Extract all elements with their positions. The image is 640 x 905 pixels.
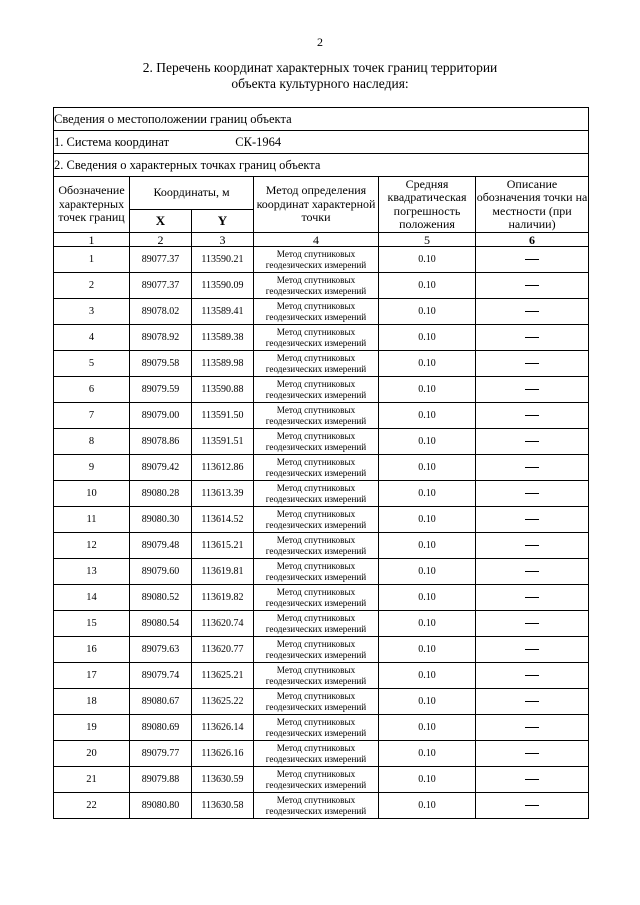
table-row — [54, 715, 589, 741]
point-error: 0.10 — [379, 637, 476, 663]
column-number: 3 — [192, 233, 254, 247]
point-y: 113590.21 — [192, 247, 254, 273]
point-description — [476, 533, 589, 559]
point-description — [476, 455, 589, 481]
table-row — [54, 351, 589, 377]
header-designation: Обозначение характерных точек границ — [54, 177, 130, 233]
point-y: 113625.21 — [192, 663, 254, 689]
table-row — [54, 767, 589, 793]
title-line-1: 2. Перечень координат характерных точек границ территории — [142, 60, 498, 75]
column-number: 6 — [476, 233, 589, 247]
point-number: 22 — [54, 793, 130, 819]
point-method: Метод спутниковых геодезических измерений — [254, 481, 379, 507]
point-error: 0.10 — [379, 377, 476, 403]
point-description — [476, 559, 589, 585]
point-y: 113620.77 — [192, 637, 254, 663]
column-number: 2 — [130, 233, 192, 247]
table-row — [54, 585, 589, 611]
header-method: Метод определения координат характерной точки — [254, 177, 379, 233]
point-number: 9 — [54, 455, 130, 481]
point-description — [476, 273, 589, 299]
table-row — [54, 273, 589, 299]
dash-mark — [525, 493, 539, 495]
column-number: 1 — [54, 233, 130, 247]
table-row — [54, 533, 589, 559]
table-row — [54, 455, 589, 481]
point-x: 89079.77 — [130, 741, 192, 767]
point-description — [476, 741, 589, 767]
point-method: Метод спутниковых геодезических измерений — [254, 637, 379, 663]
coord-system-row — [54, 131, 589, 154]
point-error: 0.10 — [379, 481, 476, 507]
dash-mark — [525, 441, 539, 443]
point-number: 12 — [54, 533, 130, 559]
document-title — [0, 60, 640, 92]
point-method: Метод спутниковых геодезических измерений — [254, 403, 379, 429]
table-row — [54, 559, 589, 585]
point-method: Метод спутниковых геодезических измерений — [254, 559, 379, 585]
point-x: 89080.54 — [130, 611, 192, 637]
dash-mark — [525, 363, 539, 365]
header-x: X — [130, 210, 192, 233]
point-x: 89078.02 — [130, 299, 192, 325]
point-description — [476, 637, 589, 663]
point-method: Метод спутниковых геодезических измерений — [254, 689, 379, 715]
point-y: 113630.59 — [192, 767, 254, 793]
point-method: Метод спутниковых геодезических измерений — [254, 429, 379, 455]
point-number: 1 — [54, 247, 130, 273]
column-number: 5 — [379, 233, 476, 247]
dash-mark — [525, 597, 539, 599]
dash-mark — [525, 779, 539, 781]
point-x: 89079.00 — [130, 403, 192, 429]
point-x: 89079.48 — [130, 533, 192, 559]
point-number: 4 — [54, 325, 130, 351]
point-description — [476, 507, 589, 533]
point-error: 0.10 — [379, 403, 476, 429]
point-y: 113619.81 — [192, 559, 254, 585]
dash-mark — [525, 337, 539, 339]
point-y: 113620.74 — [192, 611, 254, 637]
point-x: 89080.52 — [130, 585, 192, 611]
point-error: 0.10 — [379, 429, 476, 455]
point-y: 113615.21 — [192, 533, 254, 559]
dash-mark — [525, 727, 539, 729]
point-x: 89078.92 — [130, 325, 192, 351]
point-method: Метод спутниковых геодезических измерений — [254, 585, 379, 611]
point-description — [476, 767, 589, 793]
point-method: Метод спутниковых геодезических измерений — [254, 247, 379, 273]
coordinates-table — [53, 107, 589, 819]
dash-mark — [525, 259, 539, 261]
point-description — [476, 689, 589, 715]
point-x: 89079.42 — [130, 455, 192, 481]
dash-mark — [525, 805, 539, 807]
point-number: 2 — [54, 273, 130, 299]
point-method: Метод спутниковых геодезических измерений — [254, 455, 379, 481]
point-y: 113626.14 — [192, 715, 254, 741]
point-method: Метод спутниковых геодезических измерений — [254, 533, 379, 559]
point-error: 0.10 — [379, 793, 476, 819]
point-error: 0.10 — [379, 689, 476, 715]
point-method: Метод спутниковых геодезических измерений — [254, 299, 379, 325]
point-y: 113591.50 — [192, 403, 254, 429]
point-description — [476, 325, 589, 351]
dash-mark — [525, 701, 539, 703]
point-description — [476, 481, 589, 507]
point-method: Метод спутниковых геодезических измерений — [254, 325, 379, 351]
page-number: 2 — [317, 35, 323, 49]
dash-mark — [525, 389, 539, 391]
point-description — [476, 351, 589, 377]
dash-mark — [525, 545, 539, 547]
table-row — [54, 429, 589, 455]
point-error: 0.10 — [379, 741, 476, 767]
table-row — [54, 247, 589, 273]
point-method: Метод спутниковых геодезических измерений — [254, 715, 379, 741]
point-y: 113591.51 — [192, 429, 254, 455]
point-x: 89080.80 — [130, 793, 192, 819]
point-x: 89079.60 — [130, 559, 192, 585]
point-number: 18 — [54, 689, 130, 715]
header-description: Описание обозначения точки на местности (при наличии) — [476, 176, 588, 231]
point-y: 113589.98 — [192, 351, 254, 377]
point-error: 0.10 — [379, 273, 476, 299]
column-number: 4 — [254, 233, 379, 247]
point-error: 0.10 — [379, 715, 476, 741]
point-error: 0.10 — [379, 325, 476, 351]
point-error: 0.10 — [379, 455, 476, 481]
table-row — [54, 637, 589, 663]
point-error: 0.10 — [379, 767, 476, 793]
point-number: 3 — [54, 299, 130, 325]
point-description — [476, 793, 589, 819]
point-error: 0.10 — [379, 299, 476, 325]
dash-mark — [525, 285, 539, 287]
table-row — [54, 325, 589, 351]
point-y: 113590.88 — [192, 377, 254, 403]
point-description — [476, 377, 589, 403]
point-description — [476, 663, 589, 689]
point-y: 113589.41 — [192, 299, 254, 325]
point-y: 113614.52 — [192, 507, 254, 533]
point-number: 13 — [54, 559, 130, 585]
point-x: 89079.74 — [130, 663, 192, 689]
point-error: 0.10 — [379, 611, 476, 637]
point-y: 113589.38 — [192, 325, 254, 351]
point-y: 113630.58 — [192, 793, 254, 819]
point-number: 14 — [54, 585, 130, 611]
point-number: 15 — [54, 611, 130, 637]
header-error: Средняя квадратическая погрешность положения — [379, 177, 476, 233]
dash-mark — [525, 675, 539, 677]
table-row — [54, 481, 589, 507]
point-number: 16 — [54, 637, 130, 663]
point-x: 89079.59 — [130, 377, 192, 403]
point-y: 113590.09 — [192, 273, 254, 299]
point-number: 10 — [54, 481, 130, 507]
point-number: 17 — [54, 663, 130, 689]
dash-mark — [525, 649, 539, 651]
dash-mark — [525, 415, 539, 417]
point-y: 113619.82 — [192, 585, 254, 611]
header-coords: Координаты, м — [130, 177, 254, 210]
table-row — [54, 663, 589, 689]
coord-system-value: СК-1964 — [235, 134, 282, 149]
point-number: 21 — [54, 767, 130, 793]
point-x: 89077.37 — [130, 273, 192, 299]
table-row — [54, 689, 589, 715]
point-number: 6 — [54, 377, 130, 403]
point-description — [476, 299, 589, 325]
dash-mark — [525, 519, 539, 521]
table-row — [54, 793, 589, 819]
section-points: 2. Сведения о характерных точках границ объекта — [54, 154, 589, 177]
point-description — [476, 403, 589, 429]
point-description — [476, 611, 589, 637]
point-method: Метод спутниковых геодезических измерений — [254, 377, 379, 403]
point-description — [476, 429, 589, 455]
point-method: Метод спутниковых геодезических измерений — [254, 663, 379, 689]
point-x: 89080.67 — [130, 689, 192, 715]
coord-system-label: 1. Система координат — [54, 134, 170, 149]
point-number: 5 — [54, 351, 130, 377]
point-description — [476, 585, 589, 611]
table-row — [54, 507, 589, 533]
title-line-2: объекта культурного наследия: — [231, 76, 409, 91]
dash-mark — [525, 467, 539, 469]
point-error: 0.10 — [379, 585, 476, 611]
section-location: Сведения о местоположении границ объекта — [54, 108, 589, 131]
point-y: 113625.22 — [192, 689, 254, 715]
point-number: 8 — [54, 429, 130, 455]
point-number: 11 — [54, 507, 130, 533]
point-method: Метод спутниковых геодезических измерений — [254, 273, 379, 299]
point-method: Метод спутниковых геодезических измерений — [254, 767, 379, 793]
point-method: Метод спутниковых геодезических измерений — [254, 793, 379, 819]
point-error: 0.10 — [379, 663, 476, 689]
point-method: Метод спутниковых геодезических измерений — [254, 741, 379, 767]
point-y: 113613.39 — [192, 481, 254, 507]
point-x: 89077.37 — [130, 247, 192, 273]
point-error: 0.10 — [379, 507, 476, 533]
point-x: 89079.88 — [130, 767, 192, 793]
point-method: Метод спутниковых геодезических измерений — [254, 611, 379, 637]
point-description — [476, 247, 589, 273]
table-row — [54, 377, 589, 403]
table-row — [54, 611, 589, 637]
dash-mark — [525, 311, 539, 313]
point-x: 89080.30 — [130, 507, 192, 533]
point-number: 20 — [54, 741, 130, 767]
point-method: Метод спутниковых геодезических измерений — [254, 507, 379, 533]
point-error: 0.10 — [379, 559, 476, 585]
point-number: 7 — [54, 403, 130, 429]
point-x: 89079.58 — [130, 351, 192, 377]
point-number: 19 — [54, 715, 130, 741]
point-error: 0.10 — [379, 351, 476, 377]
point-x: 89080.28 — [130, 481, 192, 507]
table-row — [54, 299, 589, 325]
point-x: 89078.86 — [130, 429, 192, 455]
table-row — [54, 403, 589, 429]
dash-mark — [525, 753, 539, 755]
point-y: 113612.86 — [192, 455, 254, 481]
point-method: Метод спутниковых геодезических измерений — [254, 351, 379, 377]
dash-mark — [525, 623, 539, 625]
table-row — [54, 741, 589, 767]
dash-mark — [525, 571, 539, 573]
point-y: 113626.16 — [192, 741, 254, 767]
point-error: 0.10 — [379, 247, 476, 273]
point-x: 89080.69 — [130, 715, 192, 741]
point-description — [476, 715, 589, 741]
point-x: 89079.63 — [130, 637, 192, 663]
header-y: Y — [192, 210, 254, 233]
point-error: 0.10 — [379, 533, 476, 559]
